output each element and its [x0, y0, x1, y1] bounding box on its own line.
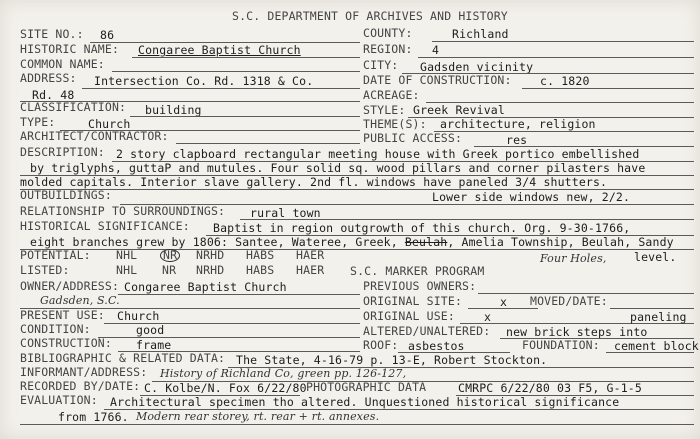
potential-haer: HAER — [296, 248, 325, 262]
form-title: S.C. DEPARTMENT OF ARCHIVES AND HISTORY — [232, 9, 508, 23]
roof-value: asbestos — [408, 339, 465, 353]
evaluation-line2: from 1766. — [58, 410, 129, 424]
county-line — [432, 41, 694, 42]
condition-value: good — [136, 323, 165, 337]
region-line — [418, 57, 694, 58]
outbuildings-label: OUTBUILDINGS: — [20, 188, 112, 202]
present-use-value: Church — [117, 309, 160, 323]
relationship-label: RELATIONSHIP TO SURROUNDINGS: — [20, 204, 226, 218]
construction-value: frame — [136, 338, 172, 352]
relationship-line — [240, 219, 694, 220]
significance-handwritten: Four Holes, — [540, 252, 607, 265]
date-of-construction-line — [522, 88, 694, 89]
listed-nr: NR — [162, 263, 177, 277]
themes-line — [434, 131, 694, 132]
potential-nrhd: NRHD — [196, 248, 225, 262]
photographic-data-value: CMRPC 6/22/80 03 F5, G-1-5 — [458, 381, 642, 395]
historic-name-value: Congaree Baptist Church — [138, 43, 301, 57]
foundation-label: FOUNDATION: — [522, 338, 600, 352]
owner-handwritten: Gadsden, S.C. — [40, 294, 120, 307]
present-use-label: PRESENT USE: — [20, 308, 105, 322]
listed-nhl: NHL — [116, 263, 138, 277]
significance-line3-end: level. — [634, 250, 677, 264]
county-label: COUNTY: — [363, 26, 413, 40]
classification-line — [130, 116, 360, 117]
construction-label: CONSTRUCTION: — [20, 336, 112, 350]
public-access-label: PUBLIC ACCESS: — [363, 131, 463, 145]
foundation-value: cement block — [614, 339, 699, 353]
bibliographic-label: BIBLIOGRAPHIC & RELATED DATA: — [20, 351, 226, 365]
site-no-value: 86 — [100, 28, 115, 42]
condition-label: CONDITION: — [20, 322, 91, 336]
bibliographic-value: The State, 4-16-79 p. 13-E, Robert Stockton. — [236, 353, 548, 367]
historical-significance-label: HISTORICAL SIGNIFICANCE: — [20, 219, 190, 233]
moved-date-label: MOVED/DATE: — [530, 294, 608, 308]
owner-line — [118, 294, 360, 295]
type-label: TYPE: — [20, 115, 56, 129]
potential-habs: HABS — [246, 248, 275, 262]
significance-line2: eight branches grew by 1806: Santee, Wateree, Greek, Beulah, Amelia Township, Beulah, Sandy — [30, 235, 674, 249]
style-label: STYLE: — [363, 103, 406, 117]
relationship-value: rural town — [250, 206, 321, 220]
address-label: ADDRESS: — [20, 71, 77, 85]
common-name-line — [112, 71, 360, 72]
type-value: Church — [88, 117, 131, 131]
previous-owners-label: PREVIOUS OWNERS: — [363, 279, 477, 293]
address-value-line2: Rd. 48 — [32, 88, 75, 102]
foundation-line — [606, 352, 694, 353]
evaluation-handwritten: Modern rear storey, rt. rear + rt. annexes. — [136, 410, 380, 423]
acreage-label: ACREAGE: — [363, 88, 420, 102]
city-label: CITY: — [363, 58, 399, 72]
original-site-value: x — [500, 295, 508, 309]
region-label: REGION: — [363, 42, 413, 56]
potential-label: POTENTIAL: — [20, 248, 91, 262]
roof-label: ROOF: — [363, 338, 399, 352]
evaluation-label: EVALUATION: — [20, 393, 98, 407]
recorded-by-label: RECORDED BY/DATE: — [20, 379, 141, 393]
altered-value: new brick steps into — [506, 325, 648, 339]
significance-line1: Baptist in region outgrowth of this church. Org. 9-30-1766, — [213, 221, 631, 235]
date-of-construction-value: c. 1820 — [540, 74, 590, 88]
description-label: DESCRIPTION: — [20, 145, 105, 159]
date-of-construction-label: DATE OF CONSTRUCTION: — [363, 73, 512, 87]
description-line1: 2 story clapboard rectangular meeting house with Greek portico embellished — [116, 147, 640, 161]
listed-habs: HABS — [246, 263, 275, 277]
altered-label: ALTERED/UNALTERED: — [363, 324, 491, 338]
classification-label: CLASSIFICATION: — [20, 100, 127, 114]
city-value: Gadsden vicinity — [420, 60, 534, 74]
architect-line — [176, 143, 360, 144]
photographic-data-label: PHOTOGRAPHIC DATA — [306, 380, 427, 394]
original-site-label: ORIGINAL SITE: — [363, 294, 463, 308]
style-value: Greek Revival — [413, 103, 505, 117]
outbuildings-note: Lower side windows new, 2/2. — [432, 190, 631, 204]
public-access-value: res — [506, 133, 528, 147]
listed-haer: HAER — [296, 263, 325, 277]
address-line — [82, 88, 360, 89]
moved-date-line — [610, 308, 694, 309]
recorded-by-value: C. Kolbe/N. Fox 6/22/80 — [144, 381, 307, 395]
potential-nhl: NHL — [116, 248, 138, 262]
themes-value: architecture, religion — [440, 117, 596, 131]
description-line3: molded capitals. Interior slave gallery. 2nd fl. windows have paneled 3/4 shutters. — [20, 175, 608, 189]
paneling-value: paneling — [630, 310, 687, 324]
address-value-line1: Intersection Co. Rd. 1318 & Co. — [94, 74, 314, 88]
informant-handwritten: History of Richland Co, green pp. 126-127, — [160, 367, 407, 380]
classification-value: building — [145, 103, 202, 117]
marker-program-label: S.C. MARKER PROGRAM — [350, 264, 485, 278]
listed-label: LISTED: — [20, 263, 70, 277]
themes-label: THEME(S): — [363, 117, 427, 131]
evaluation-underline2 — [20, 424, 694, 425]
original-site-line — [468, 308, 538, 309]
site-no-label: SITE NO.: — [20, 27, 84, 41]
informant-label: INFORMANT/ADDRESS: — [20, 365, 148, 379]
region-value: 4 — [432, 43, 440, 57]
common-name-label: COMMON NAME: — [20, 57, 105, 71]
original-use-value: x — [484, 310, 492, 324]
architect-label: ARCHITECT/CONTRACTOR: — [20, 129, 169, 143]
potential-nr: NR — [160, 249, 180, 262]
listed-nrhd: NRHD — [196, 263, 225, 277]
historic-name-line — [132, 57, 360, 58]
description-line2: by triglyphs, guttaP and mutules. Four solid sq. wood pillars and corner pilasters have — [30, 161, 646, 175]
evaluation-line1: Architectural specimen tho altered. Unquestioned historical significance — [110, 395, 620, 409]
original-use-label: ORIGINAL USE: — [363, 309, 455, 323]
county-value: Richland — [452, 27, 509, 41]
historic-name-label: HISTORIC NAME: — [20, 42, 120, 56]
owner-label: OWNER/ADDRESS: — [20, 279, 120, 293]
owner-value: Congaree Baptist Church — [124, 280, 287, 294]
